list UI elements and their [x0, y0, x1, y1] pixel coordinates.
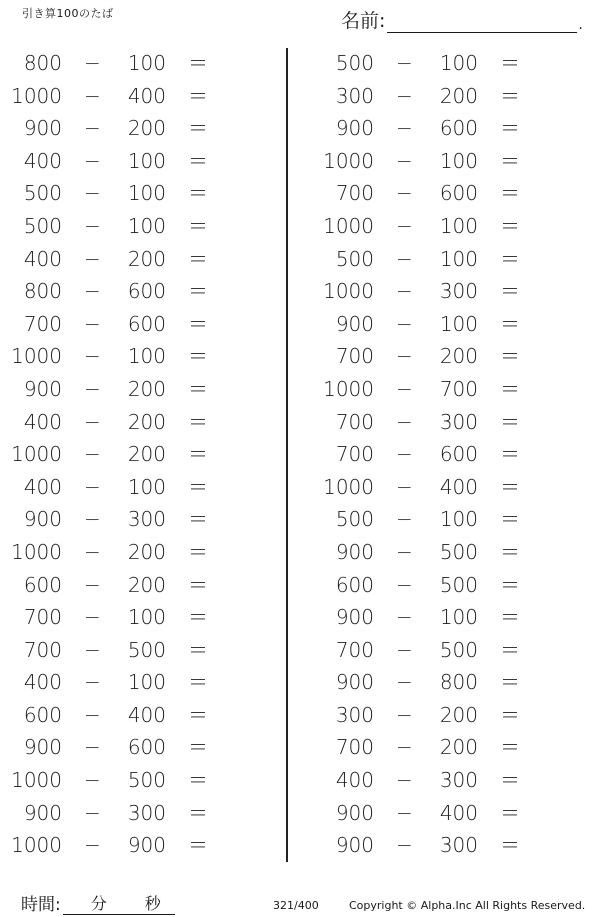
minuend: 1000: [11, 768, 62, 793]
minus-sign: −: [84, 311, 101, 336]
equals-sign: ＝: [500, 572, 520, 597]
subtrahend: 200: [127, 409, 166, 434]
minuend: 1000: [323, 148, 374, 173]
minuend: 1000: [323, 279, 374, 304]
subtrahend: 100: [127, 148, 166, 173]
equals-sign: ＝: [500, 148, 520, 173]
equals-sign: ＝: [188, 311, 208, 336]
subtrahend: 200: [439, 344, 478, 369]
minuend: 600: [23, 702, 62, 727]
subtrahend: 100: [127, 51, 166, 75]
equals-sign: ＝: [188, 344, 208, 369]
worksheet-title: 引き算100のたば: [22, 7, 114, 20]
minus-sign: −: [84, 246, 101, 271]
equals-sign: ＝: [188, 376, 208, 401]
equals-sign: ＝: [188, 148, 208, 173]
minus-sign: −: [84, 279, 101, 304]
subtrahend: 600: [439, 116, 478, 141]
equals-sign: ＝: [188, 605, 208, 630]
minuend: 300: [335, 702, 374, 727]
equals-sign: ＝: [188, 539, 208, 564]
subtrahend: 100: [127, 670, 166, 695]
minuend: 400: [23, 148, 62, 173]
minuend: 700: [335, 409, 374, 434]
minuend: 800: [23, 279, 62, 304]
minus-sign: −: [396, 474, 413, 499]
minuend: 1000: [11, 539, 62, 564]
minuend: 700: [23, 605, 62, 630]
minus-sign: −: [84, 344, 101, 369]
subtrahend: 500: [439, 539, 478, 564]
subtrahend: 100: [439, 605, 478, 630]
minuend: 700: [23, 637, 62, 662]
subtrahend: 600: [127, 279, 166, 304]
minus-sign: −: [396, 702, 413, 727]
equals-sign: ＝: [188, 474, 208, 499]
equals-sign: ＝: [500, 51, 520, 75]
equals-sign: ＝: [500, 637, 520, 662]
subtrahend: 600: [439, 181, 478, 206]
minus-sign: −: [84, 83, 101, 108]
name-end-mark: .: [578, 17, 583, 33]
subtrahend: 200: [439, 735, 478, 760]
subtrahend: 100: [439, 311, 478, 336]
minuend: 900: [335, 605, 374, 630]
minuend: 700: [335, 735, 374, 760]
minus-sign: −: [84, 116, 101, 141]
minuend: 600: [335, 572, 374, 597]
minus-sign: −: [84, 702, 101, 727]
time-line: [63, 894, 175, 915]
subtrahend: 100: [439, 148, 478, 173]
subtrahend: 100: [127, 474, 166, 499]
minuend: 900: [335, 311, 374, 336]
minuend: 800: [23, 51, 62, 75]
minuend: 500: [335, 51, 374, 75]
equals-sign: ＝: [188, 735, 208, 760]
equals-sign: ＝: [188, 51, 208, 75]
subtrahend: 100: [127, 213, 166, 238]
equals-sign: ＝: [188, 83, 208, 108]
subtrahend: 200: [127, 116, 166, 141]
minuend: 1000: [11, 833, 62, 858]
subtrahend: 600: [439, 442, 478, 467]
subtrahend: 500: [127, 637, 166, 662]
minus-sign: −: [396, 51, 413, 75]
minus-sign: −: [396, 344, 413, 369]
minutes-label: 分: [90, 894, 107, 913]
minuend: 500: [23, 213, 62, 238]
page-number: 321/400: [273, 899, 319, 912]
equals-sign: ＝: [500, 768, 520, 793]
equals-sign: ＝: [500, 279, 520, 304]
equals-sign: ＝: [188, 833, 208, 858]
equals-sign: ＝: [188, 246, 208, 271]
minus-sign: −: [84, 572, 101, 597]
equals-sign: ＝: [500, 702, 520, 727]
equals-sign: ＝: [500, 735, 520, 760]
minus-sign: −: [84, 442, 101, 467]
equals-sign: ＝: [188, 800, 208, 825]
minus-sign: −: [84, 409, 101, 434]
subtrahend: 700: [439, 376, 478, 401]
equals-sign: ＝: [500, 246, 520, 271]
minuend: 1000: [323, 376, 374, 401]
subtrahend: 400: [439, 800, 478, 825]
minus-sign: −: [396, 670, 413, 695]
minuend: 900: [335, 833, 374, 858]
equals-sign: ＝: [188, 409, 208, 434]
equals-sign: ＝: [188, 442, 208, 467]
equals-sign: ＝: [500, 670, 520, 695]
equals-sign: ＝: [188, 279, 208, 304]
seconds-label: 秒: [144, 894, 161, 913]
subtrahend: 200: [439, 83, 478, 108]
minuend: 400: [23, 409, 62, 434]
column-divider: [286, 48, 288, 862]
minuend: 900: [335, 539, 374, 564]
minus-sign: −: [84, 768, 101, 793]
minuend: 400: [23, 246, 62, 271]
subtrahend: 200: [127, 442, 166, 467]
minus-sign: −: [396, 116, 413, 141]
equals-sign: ＝: [500, 605, 520, 630]
equals-sign: ＝: [500, 833, 520, 858]
minuend: 1000: [11, 442, 62, 467]
subtrahend: 100: [439, 51, 478, 75]
equals-sign: ＝: [188, 572, 208, 597]
equals-sign: ＝: [188, 702, 208, 727]
subtrahend: 600: [127, 311, 166, 336]
minuend: 900: [335, 800, 374, 825]
equals-sign: ＝: [500, 83, 520, 108]
equals-sign: ＝: [500, 213, 520, 238]
equals-sign: ＝: [500, 344, 520, 369]
subtrahend: 500: [127, 768, 166, 793]
copyright-notice: Copyright © Alpha.Inc All Rights Reserved.: [349, 899, 586, 912]
minuend: 1000: [323, 474, 374, 499]
minuend: 1000: [323, 213, 374, 238]
minus-sign: −: [396, 181, 413, 206]
minuend: 900: [23, 116, 62, 141]
equals-sign: ＝: [188, 507, 208, 532]
minus-sign: −: [396, 442, 413, 467]
minus-sign: −: [396, 539, 413, 564]
equals-sign: ＝: [500, 409, 520, 434]
minus-sign: −: [396, 833, 413, 858]
minus-sign: −: [84, 800, 101, 825]
minus-sign: −: [84, 148, 101, 173]
subtrahend: 300: [439, 279, 478, 304]
subtrahend: 900: [127, 833, 166, 858]
minus-sign: −: [396, 279, 413, 304]
subtrahend: 200: [127, 539, 166, 564]
minus-sign: −: [396, 637, 413, 662]
minuend: 900: [335, 670, 374, 695]
minus-sign: −: [396, 572, 413, 597]
subtrahend: 200: [127, 572, 166, 597]
subtrahend: 100: [127, 181, 166, 206]
equals-sign: ＝: [500, 311, 520, 336]
minuend: 500: [335, 507, 374, 532]
equals-sign: ＝: [188, 116, 208, 141]
name-line: [387, 12, 577, 33]
minus-sign: −: [84, 474, 101, 499]
subtrahend: 400: [439, 474, 478, 499]
minus-sign: −: [396, 83, 413, 108]
subtrahend: 400: [127, 702, 166, 727]
subtrahend: 300: [439, 409, 478, 434]
minus-sign: −: [396, 507, 413, 532]
subtrahend: 200: [127, 376, 166, 401]
minuend: 1000: [11, 83, 62, 108]
subtrahend: 500: [439, 637, 478, 662]
subtrahend: 400: [127, 83, 166, 108]
minuend: 600: [23, 572, 62, 597]
equals-sign: ＝: [500, 116, 520, 141]
minus-sign: −: [84, 637, 101, 662]
subtrahend: 100: [127, 605, 166, 630]
minuend: 700: [335, 344, 374, 369]
minuend: 700: [335, 637, 374, 662]
minus-sign: −: [84, 376, 101, 401]
minuend: 700: [335, 181, 374, 206]
minus-sign: −: [396, 768, 413, 793]
equals-sign: ＝: [500, 474, 520, 499]
equals-sign: ＝: [500, 442, 520, 467]
equals-sign: ＝: [500, 539, 520, 564]
equals-sign: ＝: [188, 637, 208, 662]
minus-sign: −: [84, 181, 101, 206]
name-label: 名前:: [341, 10, 386, 32]
time-label: 時間:: [21, 895, 61, 915]
minuend: 700: [23, 311, 62, 336]
minus-sign: −: [84, 735, 101, 760]
minus-sign: −: [84, 539, 101, 564]
minus-sign: −: [84, 670, 101, 695]
minus-sign: −: [396, 311, 413, 336]
subtrahend: 100: [127, 344, 166, 369]
minus-sign: −: [84, 507, 101, 532]
minuend: 900: [335, 116, 374, 141]
subtrahend: 300: [127, 507, 166, 532]
minuend: 900: [23, 800, 62, 825]
equals-sign: ＝: [500, 800, 520, 825]
minus-sign: −: [396, 376, 413, 401]
subtrahend: 300: [439, 768, 478, 793]
minus-sign: −: [84, 833, 101, 858]
subtrahend: 600: [127, 735, 166, 760]
minuend: 1000: [11, 344, 62, 369]
subtrahend: 100: [439, 213, 478, 238]
minus-sign: −: [396, 735, 413, 760]
minus-sign: −: [84, 213, 101, 238]
minuend: 900: [23, 507, 62, 532]
minuend: 700: [335, 442, 374, 467]
minus-sign: −: [396, 213, 413, 238]
minus-sign: −: [84, 51, 101, 75]
subtrahend: 300: [439, 833, 478, 858]
subtrahend: 200: [439, 702, 478, 727]
minus-sign: −: [396, 148, 413, 173]
equals-sign: ＝: [188, 181, 208, 206]
minus-sign: −: [396, 409, 413, 434]
equals-sign: ＝: [188, 670, 208, 695]
minuend: 500: [335, 246, 374, 271]
subtrahend: 300: [127, 800, 166, 825]
equals-sign: ＝: [188, 768, 208, 793]
minuend: 400: [23, 670, 62, 695]
minuend: 400: [23, 474, 62, 499]
minus-sign: −: [396, 246, 413, 271]
equals-sign: ＝: [500, 507, 520, 532]
subtrahend: 800: [439, 670, 478, 695]
minus-sign: −: [84, 605, 101, 630]
minuend: 900: [23, 735, 62, 760]
equals-sign: ＝: [188, 213, 208, 238]
time-field: [21, 890, 175, 915]
subtrahend: 500: [439, 572, 478, 597]
minus-sign: −: [396, 800, 413, 825]
name-field: [341, 6, 583, 33]
equals-sign: ＝: [500, 376, 520, 401]
subtrahend: 100: [439, 246, 478, 271]
minuend: 400: [335, 768, 374, 793]
equals-sign: ＝: [500, 181, 520, 206]
minuend: 300: [335, 83, 374, 108]
minuend: 500: [23, 181, 62, 206]
subtrahend: 200: [127, 246, 166, 271]
subtrahend: 100: [439, 507, 478, 532]
minus-sign: −: [396, 605, 413, 630]
minuend: 900: [23, 376, 62, 401]
